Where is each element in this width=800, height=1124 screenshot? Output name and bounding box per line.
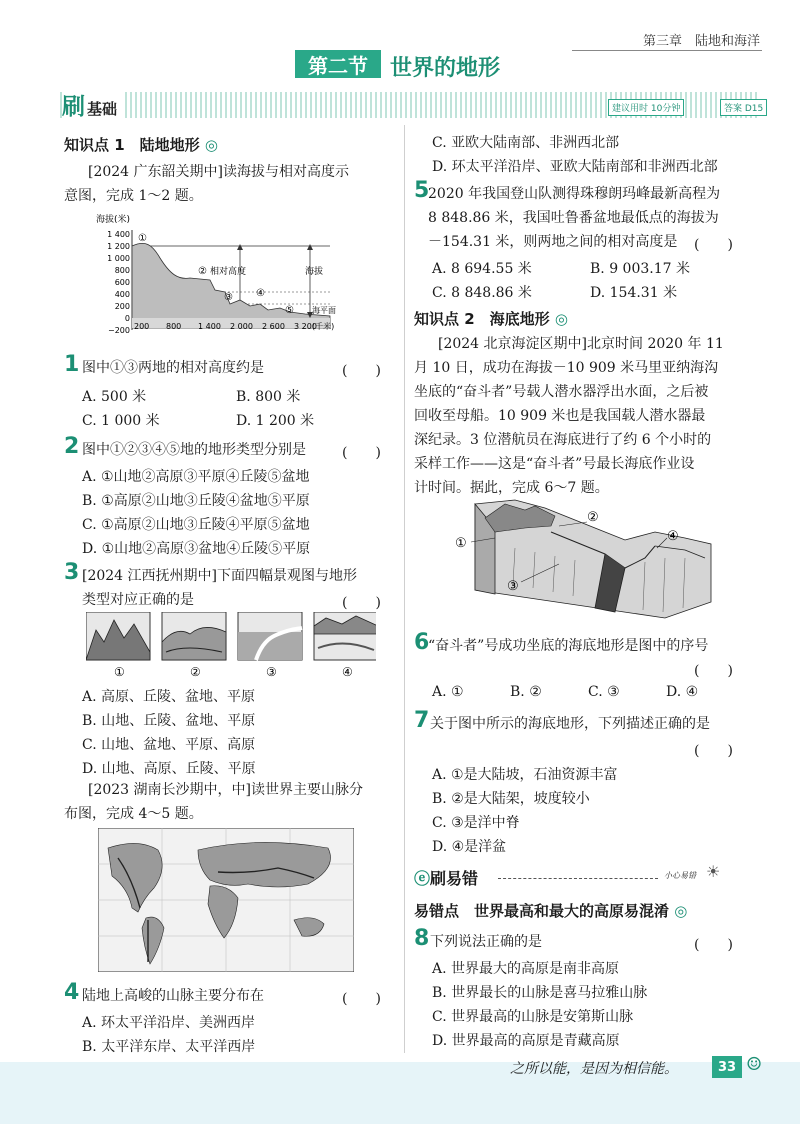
landscape-3	[238, 612, 302, 660]
q1-option-c[interactable]: C. 1 000 米	[82, 413, 160, 429]
answer-tag: 答案 D15	[720, 99, 767, 116]
q7-option-a[interactable]: A. ①是大陆坡，石油资源丰富	[432, 767, 618, 783]
q1-option-a[interactable]: A. 500 米	[82, 389, 147, 405]
diagram-ytick: 200	[114, 302, 130, 311]
q6-option-c[interactable]: C. ③	[588, 684, 620, 700]
intro-3-line1: [2024 北京海淀区期中]北京时间 2020 年 11	[438, 336, 724, 352]
q8-option-b[interactable]: B. 世界最长的山脉是喜马拉雅山脉	[432, 985, 648, 1001]
diagram-xtick: 2 600	[262, 322, 285, 331]
chapter-title: 第三章 陆地和海洋	[642, 34, 760, 49]
target-icon: ◎	[204, 136, 218, 154]
q4-option-c[interactable]: C. 亚欧大陆南部、非洲西北部	[432, 135, 620, 151]
q7-paren: ( )	[694, 743, 733, 759]
q3-option-b[interactable]: B. 山地、丘陵、盆地、平原	[82, 713, 256, 729]
q3-paren: ( )	[342, 595, 381, 611]
q1-number: 1	[64, 352, 80, 377]
diagram-ylabel: 海拔(米)	[96, 215, 131, 225]
q5-line1: 2020 年我国登山队测得珠穆朗玛峰最新高程为	[428, 186, 721, 202]
section-title: 世界的地形	[390, 56, 501, 81]
altitude-diagram	[90, 210, 350, 335]
q3-number: 3	[64, 560, 80, 585]
intro-3-line5: 深纪录。3 位潜航员在海底进行了约 6 个小时的	[414, 432, 712, 448]
altitude-label: 海拔	[305, 267, 324, 277]
error-divider	[498, 878, 658, 880]
q2-paren: ( )	[342, 445, 381, 461]
logo-icon: ☺	[746, 1054, 763, 1075]
q5-line2: 8 848.86 米，我国吐鲁番盆地最低点的海拔为	[428, 210, 719, 226]
time-tag: 建议用时 10分钟	[608, 99, 684, 116]
q1-option-b[interactable]: B. 800 米	[236, 389, 301, 405]
q3-stem-line2: 类型对应正确的是	[82, 592, 194, 608]
q5-paren: ( )	[694, 237, 733, 253]
q6-option-a[interactable]: A. ①	[432, 684, 464, 700]
landscape-images	[86, 612, 376, 680]
q6-option-d[interactable]: D. ④	[666, 684, 699, 700]
x-unit: (千米)	[312, 322, 335, 331]
q8-option-d[interactable]: D. 世界最高的高原是青藏高原	[432, 1033, 620, 1049]
landscape-label-2: ②	[190, 665, 201, 679]
intro-2-line2: 布图，完成 4～5 题。	[64, 806, 203, 822]
section-badge: 第二节	[295, 50, 381, 78]
q8-option-c[interactable]: C. 世界最高的山脉是安第斯山脉	[432, 1009, 634, 1025]
q6-stem: “奋斗者”号成功坐底的海底地形是图中的序号	[428, 638, 709, 654]
q5-option-c[interactable]: C. 8 848.86 米	[432, 285, 532, 301]
target-icon: ◎	[674, 902, 688, 920]
q1-option-d[interactable]: D. 1 200 米	[236, 413, 315, 429]
intro-3-line6: 采样工作——这是“奋斗者”号最长海底作业设	[414, 456, 695, 472]
q5-option-d[interactable]: D. 154.31 米	[590, 285, 678, 301]
q5-number: 5	[414, 178, 430, 203]
page-number: 33	[712, 1056, 742, 1078]
q7-stem: 关于图中所示的海底地形，下列描述正确的是	[430, 716, 710, 732]
landscape-label-3: ③	[266, 665, 277, 679]
intro-3-line2: 月 10 日，成功在海拔－10 909 米马里亚纳海沟	[414, 360, 719, 376]
q2-stem: 图中①②③④⑤地的地形类型分别是	[82, 442, 306, 458]
seabed-label-1: ①	[455, 536, 467, 551]
marker-1: ①	[138, 233, 147, 244]
diagram-ytick: 1 000	[107, 254, 130, 263]
diagram-ytick: 600	[114, 278, 130, 287]
diagram-ytick: −200	[108, 326, 130, 335]
marker-4: ④	[256, 288, 265, 299]
marker-5: ⑤	[285, 305, 294, 316]
q5-line3: －154.31 米，则两地之间的相对高度是	[428, 234, 678, 250]
error-icon: ⓔ	[414, 869, 431, 888]
q5-option-b[interactable]: B. 9 003.17 米	[590, 261, 690, 277]
intro-2-line1: [2023 湖南长沙期中，中]读世界主要山脉分	[88, 782, 364, 798]
diagram-xtick: 200	[134, 322, 150, 331]
q3-option-a[interactable]: A. 高原、丘陵、盆地、平原	[82, 689, 256, 705]
diagram-ytick: 800	[114, 266, 130, 275]
footer-motto: 之所以能，是因为相信能。	[510, 1061, 678, 1077]
q4-option-b[interactable]: B. 太平洋东岸、太平洋西岸	[82, 1039, 256, 1055]
q4-option-a[interactable]: A. 环太平洋沿岸、美洲西岸	[82, 1015, 256, 1031]
landscape-4	[314, 612, 376, 660]
q6-option-b[interactable]: B. ②	[510, 684, 542, 700]
q2-option-b[interactable]: B. ①高原②山地③丘陵④盆地⑤平原	[82, 493, 310, 509]
landscape-label-4: ④	[342, 665, 353, 679]
landscape-label-1: ①	[114, 665, 125, 679]
q8-option-a[interactable]: A. 世界最大的高原是南非高原	[432, 961, 620, 977]
world-mountain-map	[98, 828, 354, 972]
seabed-diagram	[455, 498, 715, 620]
intro-3-line3: 坐底的“奋斗者”号载人潜水器浮出水面，之后被	[414, 384, 709, 400]
knowledge-point-2: 知识点 2 海底地形 ◎	[414, 310, 568, 328]
q6-number: 6	[414, 630, 430, 655]
sea-level-label: 海平面	[312, 306, 336, 315]
q3-stem-line1: [2024 江西抚州期中]下面四幅景观图与地形	[82, 568, 358, 584]
footer-band	[0, 1062, 800, 1124]
q2-number: 2	[64, 434, 80, 459]
diagram-xtick: 1 400	[198, 322, 221, 331]
intro-3-line4: 回收至母船。10 909 米也是我国载人潜水器最	[414, 408, 706, 424]
intro-3-line7: 计时间。据此，完成 6～7 题。	[414, 480, 609, 496]
basics-label: 刷基础	[62, 88, 123, 121]
q8-stem: 下列说法正确的是	[430, 934, 542, 950]
q8-number: 8	[414, 926, 430, 951]
q5-option-a[interactable]: A. 8 694.55 米	[432, 261, 532, 277]
target-icon: ◎	[554, 310, 568, 328]
diagram-ytick: 1 400	[107, 230, 130, 239]
seabed-label-4: ④	[667, 529, 679, 544]
sun-icon: ☀	[706, 862, 721, 881]
intro-1-line1: [2024 广东韶关期中]读海拔与相对高度示	[88, 164, 350, 180]
q2-option-a[interactable]: A. ①山地②高原③平原④丘陵⑤盆地	[82, 469, 310, 485]
q7-option-b[interactable]: B. ②是大陆架，坡度较小	[432, 791, 590, 807]
landscape-2	[162, 612, 226, 660]
q4-paren: ( )	[342, 991, 381, 1007]
knowledge-point-1: 知识点 1 陆地地形 ◎	[64, 136, 218, 154]
q1-paren: ( )	[342, 363, 381, 379]
seabed-label-3: ③	[507, 579, 519, 594]
error-section-title: ⓔ刷易错	[414, 869, 479, 888]
marker-3: ③	[224, 292, 233, 303]
diagram-ytick: 1 200	[107, 242, 130, 251]
landscape-1	[86, 612, 150, 660]
marker-2: ②	[198, 266, 207, 277]
q7-option-d[interactable]: D. ④是洋盆	[432, 839, 507, 855]
diagram-ytick: 0	[124, 314, 130, 323]
intro-1-line2: 意图，完成 1～2 题。	[64, 188, 203, 204]
header-rule	[572, 50, 762, 51]
q6-paren: ( )	[694, 663, 733, 679]
column-divider	[404, 125, 405, 1053]
q4-number: 4	[64, 980, 80, 1005]
q1-stem: 图中①③两地的相对高度约是	[82, 360, 264, 376]
q4-stem: 陆地上高峻的山脉主要分布在	[82, 988, 264, 1004]
diagram-xtick: 800	[166, 322, 182, 331]
error-tag: 小心易错	[664, 871, 696, 880]
q2-option-d[interactable]: D. ①山地②高原③盆地④丘陵⑤平原	[82, 541, 311, 557]
rel-height-label: 相对高度	[210, 267, 247, 277]
q4-option-d[interactable]: D. 环太平洋沿岸、亚欧大陆南部和非洲西北部	[432, 159, 718, 175]
diagram-xtick: 3 200	[294, 322, 317, 331]
diagram-xtick: 2 000	[230, 322, 253, 331]
q7-option-c[interactable]: C. ③是洋中脊	[432, 815, 520, 831]
q7-number: 7	[414, 708, 430, 733]
error-point: 易错点 世界最高和最大的高原易混淆 ◎	[414, 902, 688, 920]
q8-paren: ( )	[694, 937, 733, 953]
q2-option-c[interactable]: C. ①高原②山地③丘陵④平原⑤盆地	[82, 517, 310, 533]
seabed-label-2: ②	[587, 510, 599, 525]
q3-option-d[interactable]: D. 山地、高原、丘陵、平原	[82, 761, 256, 777]
q3-option-c[interactable]: C. 山地、盆地、平原、高原	[82, 737, 256, 753]
diagram-ytick: 400	[114, 290, 130, 299]
